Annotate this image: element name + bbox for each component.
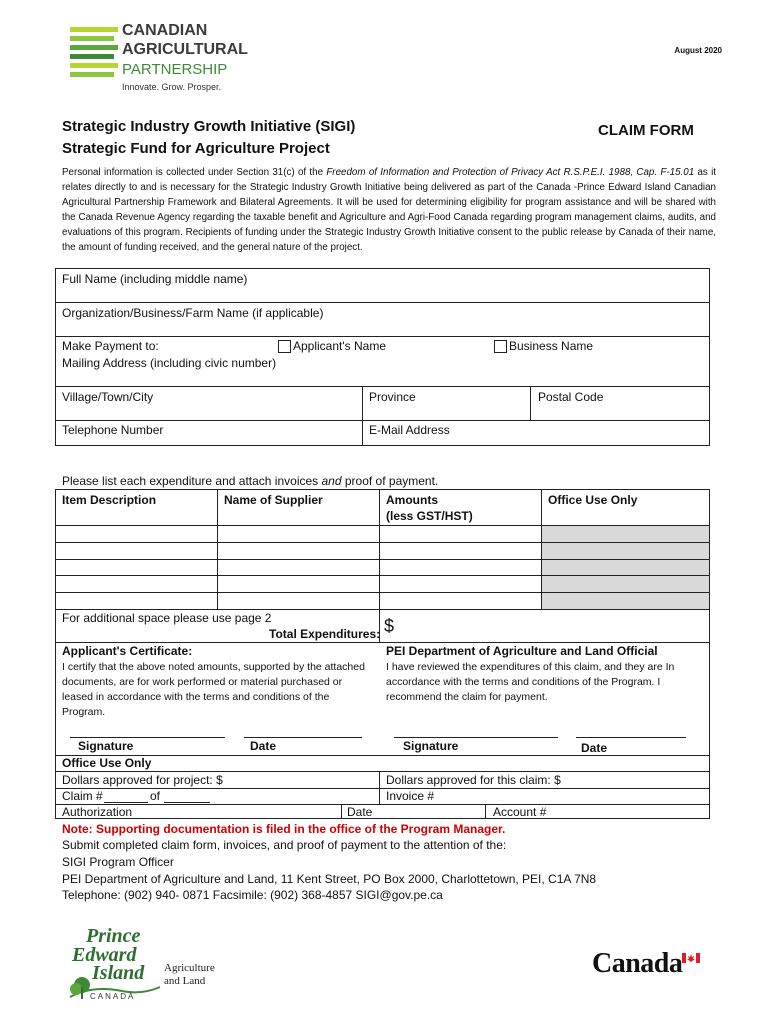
- submit-line4: Telephone: (902) 940- 0871 Facsimile: (902) 368-4857 SIGI@gov.pe.ca: [62, 888, 443, 902]
- official-signature-label[interactable]: Signature: [403, 739, 459, 753]
- applicant-name-checkbox[interactable]: [278, 340, 291, 353]
- page-title: Strategic Industry Growth Initiative (SIGI): [62, 118, 356, 135]
- applicant-date-label[interactable]: Date: [250, 739, 277, 753]
- total-dollar-sign[interactable]: $: [384, 616, 395, 636]
- supporting-doc-note: Note: Supporting documentation is filed in the office of the Program Manager.: [62, 822, 506, 836]
- account-number-field[interactable]: Account #: [493, 805, 547, 819]
- logo-line3: PARTNERSHIP: [122, 61, 228, 78]
- mailing-address-field[interactable]: Mailing Address (including civic number): [62, 356, 277, 370]
- col-item-description: Item Description: [62, 493, 157, 507]
- logo-tagline: Innovate. Grow. Prosper.: [122, 82, 222, 92]
- claim-form-label: CLAIM FORM: [598, 122, 694, 139]
- applicant-certificate-title: Applicant's Certificate:: [62, 644, 193, 658]
- invoice-number-field[interactable]: Invoice #: [386, 789, 435, 803]
- province-field[interactable]: Province: [369, 390, 416, 404]
- claim-of-label: of: [150, 789, 161, 803]
- official-title: PEI Department of Agriculture and Land Official: [386, 644, 658, 658]
- col-office-use: Office Use Only: [548, 493, 638, 507]
- total-expenditures-label: Total Expenditures:: [269, 627, 381, 641]
- business-name-checkbox[interactable]: [494, 340, 507, 353]
- full-name-field[interactable]: Full Name (including middle name): [62, 272, 248, 286]
- col-supplier: Name of Supplier: [224, 493, 323, 507]
- submit-line3: PEI Department of Agriculture and Land, 11 Kent Street, PO Box 2000, Charlottetown, PEI, C1A 7N8: [62, 872, 597, 886]
- make-payment-label: Make Payment to:: [62, 339, 159, 353]
- village-field[interactable]: Village/Town/City: [62, 390, 154, 404]
- col-amounts-sub: (less GST/HST): [386, 509, 473, 523]
- authorization-field[interactable]: Authorization: [62, 805, 133, 819]
- applicant-signature-label[interactable]: Signature: [78, 739, 134, 753]
- logo-line1: CANADIAN: [122, 22, 208, 39]
- applicant-certificate-text: I certify that the above noted amounts, supported by the attached documents, are for work performed or material purchased or leased in accordance with the terms and conditions of the Program.: [62, 661, 365, 718]
- additional-space-note: For additional space please use page 2: [62, 611, 272, 625]
- applicant-name-option: Applicant's Name: [293, 339, 386, 353]
- col-amounts: Amounts: [386, 493, 438, 507]
- claim-number-field[interactable]: Claim #: [62, 789, 103, 803]
- approved-project-field[interactable]: Dollars approved for project: $: [62, 773, 223, 787]
- form-date: August 2020: [674, 46, 722, 55]
- office-use-shade: [541, 525, 709, 609]
- pei-logo-country: CANADA: [90, 992, 136, 1001]
- official-date-label[interactable]: Date: [581, 741, 608, 755]
- pei-logo-line3: Island: [92, 962, 145, 984]
- logo-line2: AGRICULTURAL: [122, 41, 248, 58]
- privacy-notice: Personal information is collected under Section 31(c) of the Freedom of Information and Protection of Privacy Act R.S.P.E.I. 1988, Cap. F-15.01 as it relates directly to and is necessary for the Strategic Industry Growth Initiative being delivered as part of the Canada -Prince Edward Island Canadian Agricultural Partnership Framework and Bilateral Agreements. It will be used for determining eligibility for program assistance and will be shared with the Canada Revenue Agency regarding the taxable benefit and Agriculture and Agri-Food Canada regarding program management claims, audits, and evaluations of this program. Recipients of funding under the Strategic Industry Growth Initiative consent to the public release by Canada of their name, the amount of funding received, and the general nature of the project.: [62, 167, 716, 253]
- submit-line1: Submit completed claim form, invoices, and proof of payment to the attention of the:: [62, 838, 507, 852]
- office-date-field[interactable]: Date: [347, 805, 373, 819]
- office-use-title: Office Use Only: [62, 756, 152, 770]
- dept-name: Agriculture and Land: [164, 962, 215, 987]
- page-subtitle: Strategic Fund for Agriculture Project: [62, 140, 330, 157]
- pei-logo-line1: Prince: [86, 925, 141, 947]
- expenditure-instruction: Please list each expenditure and attach invoices and proof of payment.: [62, 474, 439, 488]
- business-name-option: Business Name: [509, 339, 594, 353]
- telephone-field[interactable]: Telephone Number: [62, 423, 164, 437]
- pei-logo-line2: Edward: [72, 944, 137, 966]
- canada-wordmark: Canada: [592, 948, 683, 979]
- approved-claim-field[interactable]: Dollars approved for this claim: $: [386, 773, 561, 787]
- postal-code-field[interactable]: Postal Code: [538, 390, 604, 404]
- submit-line2: SIGI Program Officer: [62, 855, 174, 869]
- canada-flag-icon: [682, 950, 700, 960]
- organization-field[interactable]: Organization/Business/Farm Name (if applicable): [62, 306, 324, 320]
- official-text: I have reviewed the expenditures of this claim, and they are In accordance with the terms and conditions of the Program. I recommend the claim for payment.: [386, 661, 675, 703]
- email-field[interactable]: E-Mail Address: [369, 423, 450, 437]
